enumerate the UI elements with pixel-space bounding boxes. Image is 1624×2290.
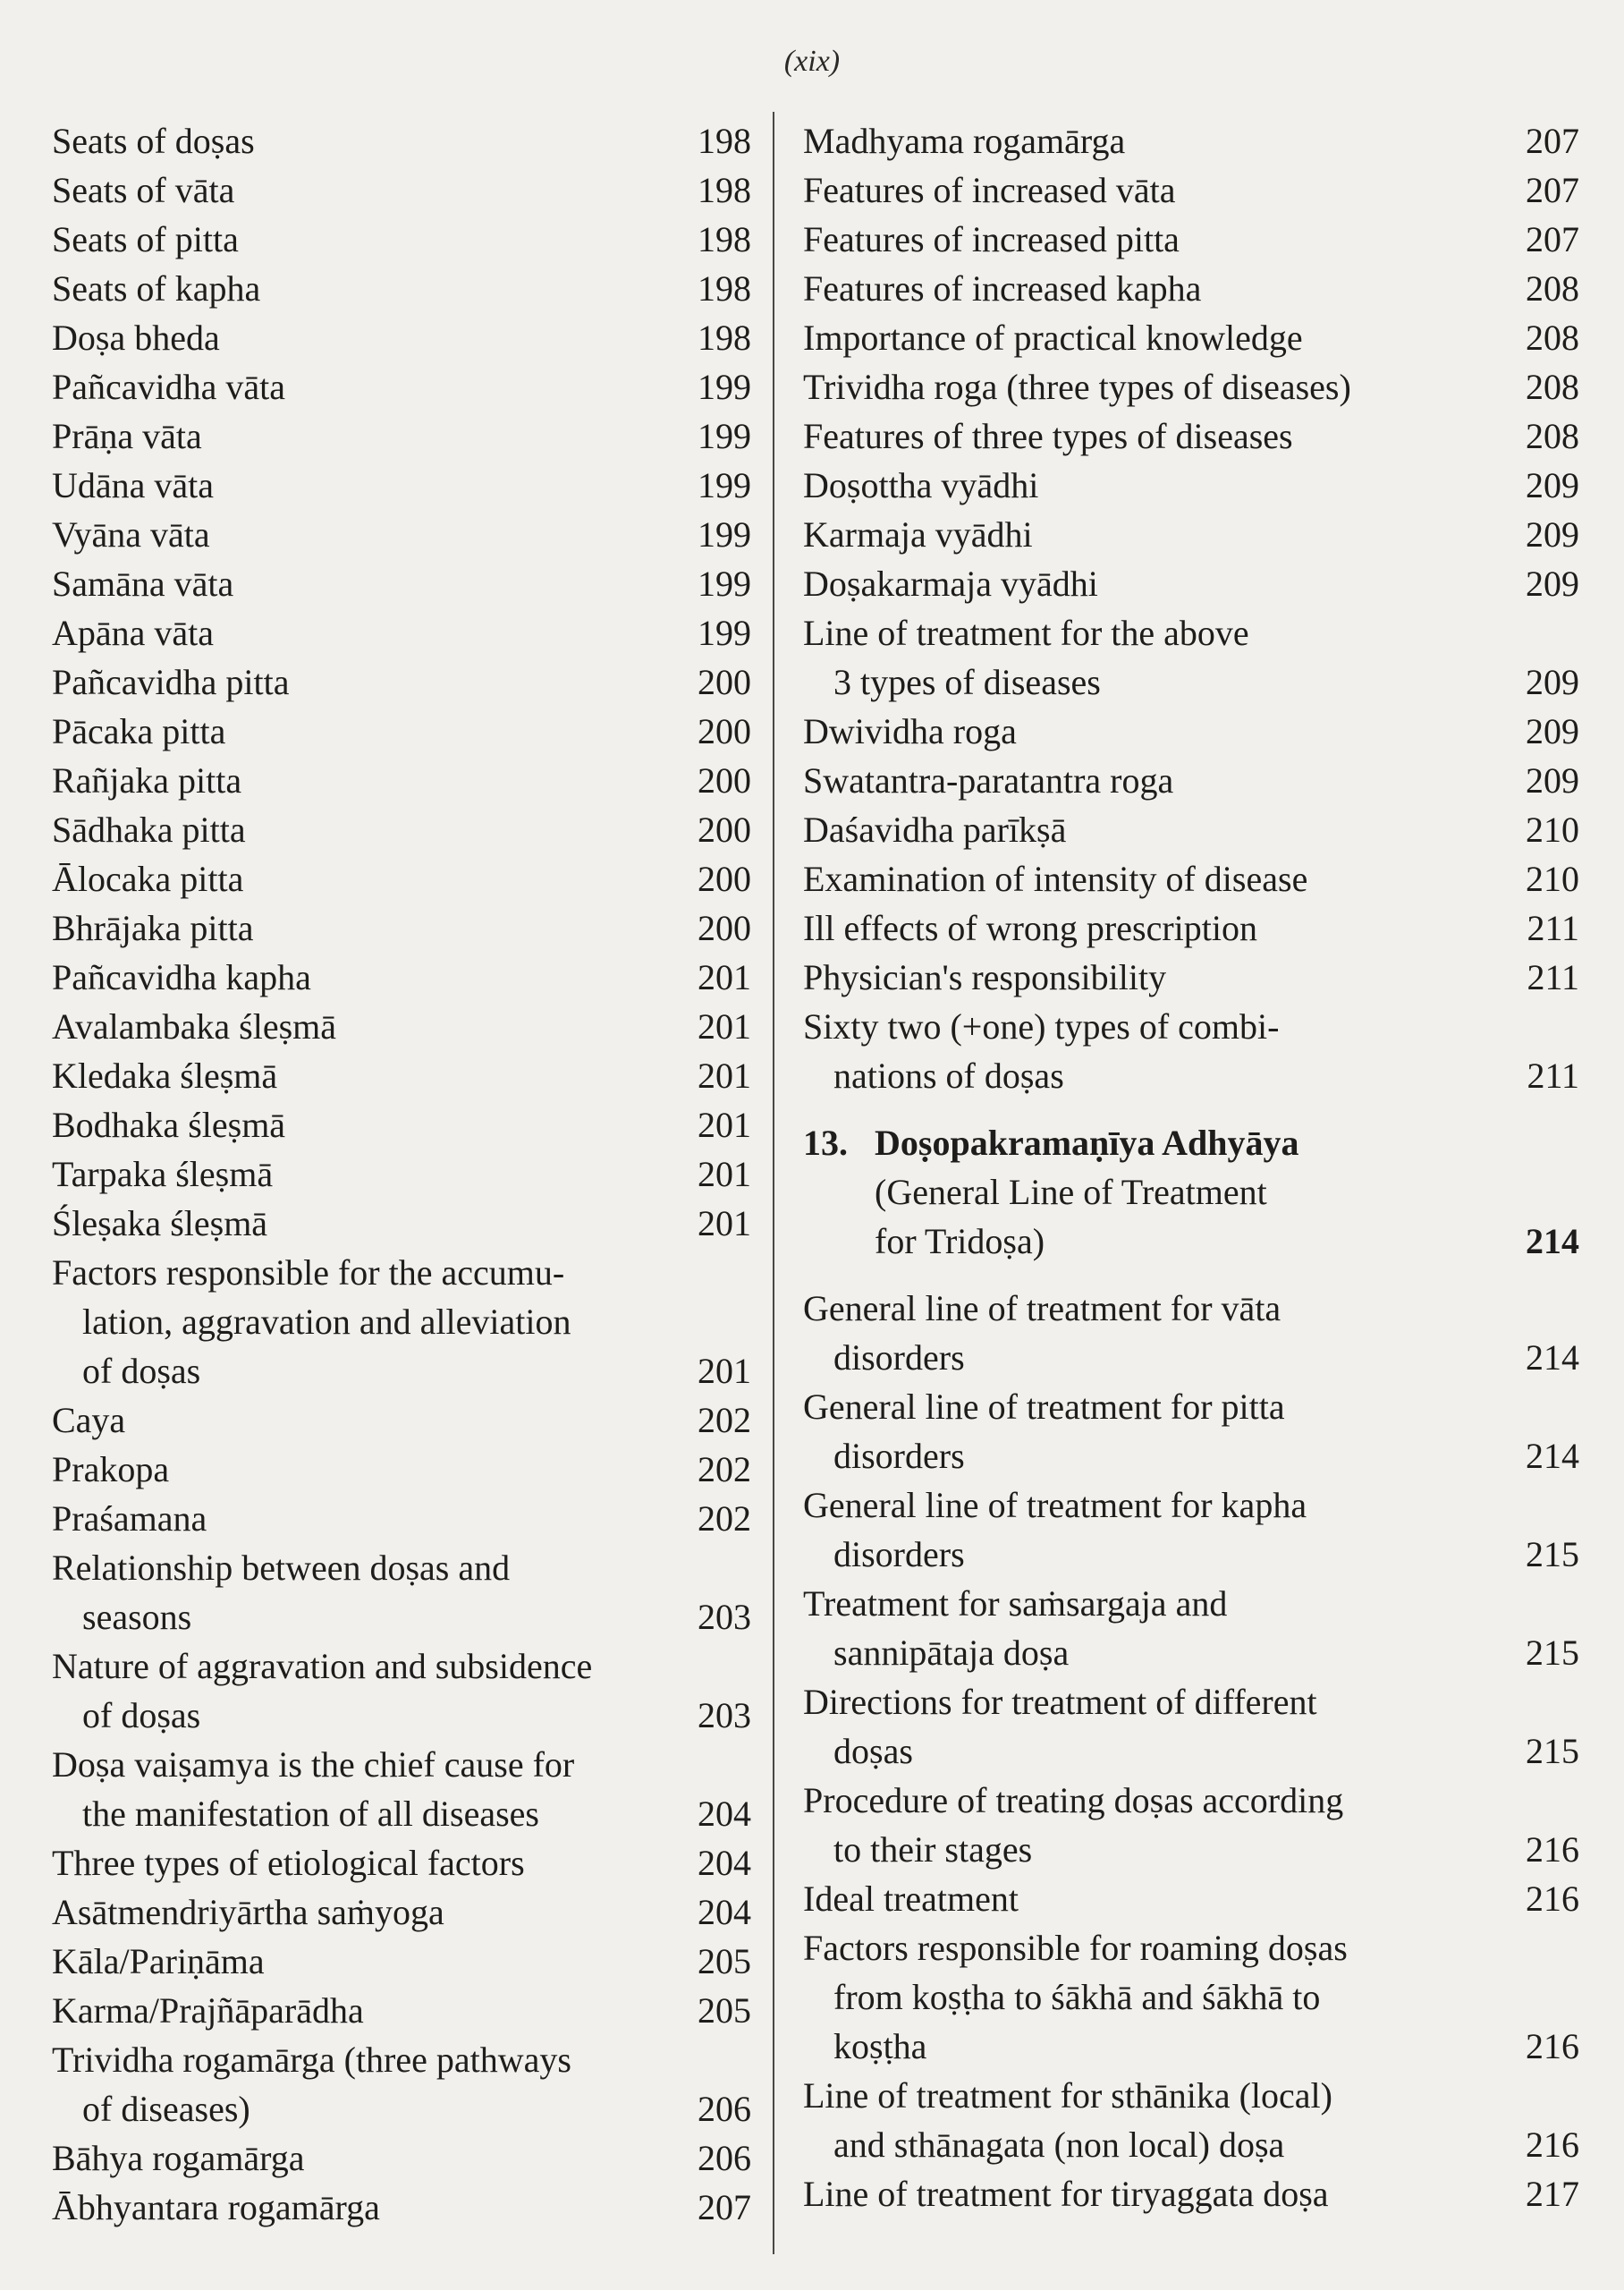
toc-entry-title <box>803 756 1499 805</box>
toc-entry-line: Ill effects of wrong prescription <box>803 908 1257 948</box>
toc-entry <box>803 903 1579 953</box>
toc-entry <box>52 1445 751 1494</box>
toc-entry-title <box>52 756 671 805</box>
toc-entry-line: Nature of aggravation and subsidence <box>52 1646 593 1686</box>
toc-entry-title <box>52 805 671 854</box>
toc-entry-line: Tarpaka śleṣmā <box>52 1154 274 1194</box>
toc-entry-page: 216 <box>1526 2026 1579 2066</box>
toc-entry <box>52 1494 751 1543</box>
toc-entry-line: Line of treatment for sthānika (local) <box>803 2075 1332 2116</box>
toc-entry <box>803 707 1579 756</box>
toc-entry <box>52 1887 751 1937</box>
toc-entry-line: Daśavidha parīkṣā <box>803 810 1067 850</box>
toc-entry-line: Madhyama rogamārga <box>803 121 1126 161</box>
toc-entry-line: Praśamana <box>52 1498 207 1539</box>
toc-entry-page: 207 <box>1526 170 1579 210</box>
chapter-page: 214 <box>1526 1221 1579 1261</box>
toc-entry-title <box>803 1480 1499 1579</box>
toc-entry-title <box>803 313 1499 362</box>
toc-entry-title <box>52 215 671 264</box>
toc-entry-page: 205 <box>698 1990 751 2031</box>
toc-entry-title <box>52 313 671 362</box>
toc-entry <box>803 264 1579 313</box>
toc-entry-line: Karmaja vyādhi <box>803 514 1033 555</box>
toc-entry-title <box>803 805 1499 854</box>
toc-entry <box>803 510 1579 559</box>
toc-entry-title <box>52 264 671 313</box>
toc-entry-page: 201 <box>698 957 751 997</box>
toc-entry-title <box>52 165 671 215</box>
toc-entry <box>803 362 1579 411</box>
toc-entry <box>52 165 751 215</box>
toc-entry-title <box>52 510 671 559</box>
toc-entry-title <box>52 411 671 461</box>
page-number: (xix) <box>783 45 841 78</box>
toc-entry-page: 217 <box>1526 2174 1579 2214</box>
toc-entry <box>803 1480 1579 1579</box>
toc-entry <box>803 1677 1579 1776</box>
toc-entry <box>52 805 751 854</box>
toc-entry-line: Line of treatment for tiryaggata doṣa <box>803 2174 1329 2214</box>
toc-entry-line: Doṣakarmaja vyādhi <box>803 564 1098 604</box>
toc-entry <box>52 264 751 313</box>
toc-entry-line: Bodhaka śleṣmā <box>52 1105 286 1145</box>
toc-entry-page: 204 <box>698 1794 751 1834</box>
toc-entry-line: Seats of kapha <box>52 268 261 309</box>
toc-entry-line: General line of treatment for vāta <box>803 1288 1281 1328</box>
toc-entry-continuation: lation, aggravation and alleviation <box>82 1302 571 1342</box>
toc-entry-page: 214 <box>1526 1337 1579 1378</box>
toc-entry-line: Importance of practical knowledge <box>803 318 1303 358</box>
toc-entry-page: 201 <box>698 1105 751 1145</box>
toc-entry-page: 201 <box>698 1006 751 1047</box>
toc-entry <box>52 1395 751 1445</box>
toc-entry-title <box>52 953 671 1002</box>
toc-entry-continuation: doṣas <box>833 1731 913 1771</box>
toc-entry-continuation: seasons <box>82 1597 192 1637</box>
toc-entry-title <box>52 1887 671 1937</box>
toc-entry-page: 198 <box>698 318 751 358</box>
toc-entry-page: 201 <box>698 1154 751 1194</box>
toc-entry <box>52 1248 751 1395</box>
toc-entry-page: 199 <box>698 367 751 407</box>
toc-entry-line: Caya <box>52 1400 126 1440</box>
toc-entry-page: 199 <box>698 613 751 653</box>
toc-entry-page: 206 <box>698 2138 751 2178</box>
toc-entry-page: 204 <box>698 1843 751 1883</box>
toc-entry <box>52 903 751 953</box>
toc-entry <box>803 854 1579 903</box>
toc-entry-page: 214 <box>1526 1436 1579 1476</box>
toc-entry-page: 200 <box>698 662 751 702</box>
toc-entry-title <box>803 903 1499 953</box>
toc-entry-page: 201 <box>698 1056 751 1096</box>
toc-entry-page: 202 <box>698 1498 751 1539</box>
toc-entry-continuation: the manifestation of all diseases <box>82 1794 539 1834</box>
toc-entry-line: Doṣottha vyādhi <box>803 465 1039 505</box>
toc-entry-page: 200 <box>698 711 751 751</box>
toc-entry-continuation: of doṣas <box>82 1695 201 1735</box>
toc-entry-title <box>803 1284 1499 1382</box>
toc-entry-title <box>803 2071 1499 2169</box>
toc-entry-title <box>803 559 1499 608</box>
toc-entry-page: 215 <box>1526 1633 1579 1673</box>
toc-entry-line: Swatantra-paratantra roga <box>803 760 1174 801</box>
toc-entry-line: Ideal treatment <box>803 1879 1019 1919</box>
toc-entry-title <box>52 1051 671 1100</box>
toc-entry-page: 209 <box>1526 564 1579 604</box>
toc-entry-title <box>803 116 1499 165</box>
toc-entry-page: 201 <box>698 1203 751 1243</box>
toc-entry-line: Udāna vāta <box>52 465 215 505</box>
toc-entry-title <box>52 707 671 756</box>
toc-entry <box>803 2169 1579 2218</box>
toc-entry-page: 198 <box>698 268 751 309</box>
toc-entry <box>803 165 1579 215</box>
toc-entry-line: Examination of intensity of disease <box>803 859 1308 899</box>
toc-entry-page: 211 <box>1527 1056 1579 1096</box>
toc-entry <box>803 1002 1579 1100</box>
toc-entry-line: Kāla/Pariṇāma <box>52 1941 265 1981</box>
right-column <box>803 116 1579 2218</box>
toc-entry <box>803 461 1579 510</box>
toc-entry-page: 198 <box>698 121 751 161</box>
toc-entry-line: Dwividha roga <box>803 711 1017 751</box>
toc-entry-page: 209 <box>1526 760 1579 801</box>
toc-entry-continuation: 3 types of diseases <box>833 662 1101 702</box>
toc-entry-page: 206 <box>698 2089 751 2129</box>
toc-entry-title <box>52 657 671 707</box>
toc-entry-line: Factors responsible for roaming doṣas <box>803 1928 1348 1968</box>
toc-entry-page: 200 <box>698 908 751 948</box>
toc-entry-line: Asātmendriyārtha saṁyoga <box>52 1892 444 1932</box>
chapter-heading-body <box>875 1118 1579 1266</box>
chapter-heading <box>803 1118 1579 1266</box>
toc-entry-line: Rañjaka pitta <box>52 760 242 801</box>
toc-entry <box>52 1199 751 1248</box>
toc-entry-title <box>52 2183 671 2232</box>
toc-entry-line: Three types of etiological factors <box>52 1843 525 1883</box>
toc-entry <box>803 1923 1579 2071</box>
toc-entry <box>52 215 751 264</box>
toc-entry-line: Kledaka śleṣmā <box>52 1056 278 1096</box>
toc-entry-page: 209 <box>1526 514 1579 555</box>
toc-entry-page: 204 <box>698 1892 751 1932</box>
toc-entry <box>803 1579 1579 1677</box>
toc-entry-page: 215 <box>1526 1731 1579 1771</box>
toc-entry-page: 200 <box>698 760 751 801</box>
toc-entry-title <box>52 1002 671 1051</box>
toc-entry-line: General line of treatment for pitta <box>803 1387 1285 1427</box>
toc-entry-title <box>803 510 1499 559</box>
toc-entry-title <box>803 362 1499 411</box>
toc-entry <box>52 657 751 707</box>
toc-entry-title <box>803 1002 1499 1100</box>
toc-entry-line: Sādhaka pitta <box>52 810 246 850</box>
toc-entry-title <box>803 461 1499 510</box>
toc-entry-continuation: from koṣṭha to śākhā and śākhā to <box>833 1977 1321 2017</box>
toc-entry-title <box>52 1740 671 1838</box>
toc-entry-page: 208 <box>1526 268 1579 309</box>
toc-entry-line: Physician's responsibility <box>803 957 1167 997</box>
toc-entry-line: Apāna vāta <box>52 613 215 653</box>
toc-entry-title <box>52 362 671 411</box>
toc-entry-title <box>803 411 1499 461</box>
toc-entry-line: Relationship between doṣas and <box>52 1548 511 1588</box>
toc-entry-page: 199 <box>698 465 751 505</box>
toc-entry-page: 211 <box>1527 957 1579 997</box>
toc-entry-line: Factors responsible for the accumu- <box>52 1252 565 1293</box>
chapter-subtitle-line1: (General Line of Treatment <box>875 1172 1267 1212</box>
toc-entry-title <box>803 1677 1499 1776</box>
column-divider <box>773 112 774 2254</box>
toc-entry <box>803 805 1579 854</box>
toc-entry-line: Pañcavidha kapha <box>52 957 311 997</box>
toc-entry-line: Avalambaka śleṣmā <box>52 1006 337 1047</box>
toc-entry-title <box>803 264 1499 313</box>
toc-entry <box>803 1776 1579 1874</box>
toc-entry-line: Prakopa <box>52 1449 170 1489</box>
chapter-number: 13. <box>803 1123 848 1163</box>
toc-entry <box>52 1002 751 1051</box>
toc-entry <box>803 1382 1579 1480</box>
toc-entry-page: 209 <box>1526 711 1579 751</box>
toc-entry-line: Seats of vāta <box>52 170 235 210</box>
toc-entry-page: 202 <box>698 1449 751 1489</box>
left-column <box>52 116 751 2232</box>
toc-entry-title <box>52 2133 671 2183</box>
toc-entry-page: 201 <box>698 1351 751 1391</box>
toc-entry-page: 203 <box>698 1597 751 1637</box>
toc-entry-page: 209 <box>1526 662 1579 702</box>
toc-entry-line: Bāhya rogamārga <box>52 2138 305 2178</box>
toc-entry-continuation: of diseases) <box>82 2089 250 2129</box>
toc-entry-line: Doṣa bheda <box>52 318 220 358</box>
toc-entry-page: 210 <box>1526 810 1579 850</box>
toc-entry-page: 208 <box>1526 367 1579 407</box>
toc-entry <box>52 2183 751 2232</box>
toc-entry-title <box>52 1149 671 1199</box>
toc-entry-title <box>803 165 1499 215</box>
toc-entry-title <box>803 1579 1499 1677</box>
toc-entry-title <box>803 1923 1499 2071</box>
toc-entry-continuation: to their stages <box>833 1829 1033 1870</box>
toc-entry <box>52 411 751 461</box>
toc-entry <box>52 2035 751 2133</box>
toc-entry <box>52 116 751 165</box>
toc-entry-line: Features of increased pitta <box>803 219 1180 259</box>
toc-entry-title <box>803 608 1499 707</box>
toc-entry-page: 200 <box>698 859 751 899</box>
toc-entry <box>803 756 1579 805</box>
toc-entry-page: 215 <box>1526 1534 1579 1574</box>
toc-entry-title <box>803 707 1499 756</box>
toc-entry-page: 210 <box>1526 859 1579 899</box>
toc-entry <box>52 510 751 559</box>
toc-entry <box>52 362 751 411</box>
toc-entry-page: 198 <box>698 219 751 259</box>
toc-entry-line: Features of increased vāta <box>803 170 1176 210</box>
chapter-subtitle-row <box>875 1217 1579 1266</box>
toc-entry <box>52 461 751 510</box>
toc-entry-title <box>803 1382 1499 1480</box>
toc-entry-page: 208 <box>1526 318 1579 358</box>
toc-entry-page: 205 <box>698 1941 751 1981</box>
toc-entry-line: Features of increased kapha <box>803 268 1202 309</box>
toc-entry-line: Ālocaka pitta <box>52 859 244 899</box>
toc-entry-page: 207 <box>698 2187 751 2227</box>
toc-entry-title <box>52 461 671 510</box>
toc-entry <box>803 1284 1579 1382</box>
toc-entry-title <box>52 1986 671 2035</box>
toc-entry-line: Bhrājaka pitta <box>52 908 254 948</box>
toc-entry-line: Treatment for saṁsargaja and <box>803 1583 1228 1624</box>
toc-entry <box>803 313 1579 362</box>
toc-entry-page: 199 <box>698 514 751 555</box>
toc-entry-page: 207 <box>1526 219 1579 259</box>
toc-entry-page: 202 <box>698 1400 751 1440</box>
chapter-subtitle-line2: for Tridoṣa) <box>875 1221 1045 1261</box>
toc-entry-title <box>52 1445 671 1494</box>
toc-entry <box>52 608 751 657</box>
right-entries-bottom <box>803 1284 1579 2218</box>
toc-entry-title <box>52 1100 671 1149</box>
toc-entry-title <box>52 903 671 953</box>
toc-entry <box>803 953 1579 1002</box>
toc-entry-line: Ābhyantara rogamārga <box>52 2187 380 2227</box>
toc-entry <box>52 756 751 805</box>
toc-entry-line: Vyāna vāta <box>52 514 210 555</box>
toc-entry <box>52 1641 751 1740</box>
toc-entry-line: Pācaka pitta <box>52 711 226 751</box>
toc-entry-continuation: disorders <box>833 1534 965 1574</box>
toc-entry-line: Pañcavidha vāta <box>52 367 285 407</box>
toc-entry-page: 216 <box>1526 2125 1579 2165</box>
toc-entry-continuation: koṣṭha <box>833 2026 927 2066</box>
toc-entry <box>52 1838 751 1887</box>
chapter-title: Doṣopakramaṇīya Adhyāya <box>875 1123 1299 1163</box>
toc-entry-title <box>52 608 671 657</box>
toc-entry-page: 209 <box>1526 465 1579 505</box>
toc-entry-continuation: of doṣas <box>82 1351 201 1391</box>
toc-entry-page: 208 <box>1526 416 1579 456</box>
toc-entry-page: 199 <box>698 416 751 456</box>
toc-entry <box>52 1051 751 1100</box>
toc-entry-title <box>52 2035 671 2133</box>
toc-entry-line: Trividha rogamārga (three pathways <box>52 2040 571 2080</box>
toc-entry-continuation: sannipātaja doṣa <box>833 1633 1070 1673</box>
toc-entry <box>52 1937 751 1986</box>
toc-entry-line: Pañcavidha pitta <box>52 662 290 702</box>
toc-entry-title <box>803 215 1499 264</box>
toc-entry-line: Directions for treatment of different <box>803 1682 1317 1722</box>
toc-entry-page: 216 <box>1526 1829 1579 1870</box>
toc-entry-page: 200 <box>698 810 751 850</box>
toc-entry-title <box>52 1543 671 1641</box>
toc-entry-line: Prāṇa vāta <box>52 416 202 456</box>
toc-entry <box>52 559 751 608</box>
right-entries-top <box>803 116 1579 1100</box>
toc-entry-title <box>803 854 1499 903</box>
toc-entry <box>52 707 751 756</box>
toc-entry-title <box>52 1199 671 1248</box>
toc-entry-line: Doṣa vaiṣamya is the chief cause for <box>52 1744 575 1785</box>
toc-entry-title <box>52 1838 671 1887</box>
toc-entry-title <box>52 116 671 165</box>
toc-entry-line: Trividha roga (three types of diseases) <box>803 367 1351 407</box>
toc-entry-page: 203 <box>698 1695 751 1735</box>
toc-entry-title <box>52 1248 671 1395</box>
toc-entry-continuation: disorders <box>833 1436 965 1476</box>
toc-entry-title <box>52 1395 671 1445</box>
toc-entry <box>52 953 751 1002</box>
toc-entry-title <box>803 1874 1499 1923</box>
toc-entry-title <box>52 1937 671 1986</box>
toc-entry-line: Seats of pitta <box>52 219 239 259</box>
toc-entry-page: 216 <box>1526 1879 1579 1919</box>
toc-entry <box>52 313 751 362</box>
toc-entry-line: Seats of doṣas <box>52 121 255 161</box>
toc-entry-line: Śleṣaka śleṣmā <box>52 1203 268 1243</box>
toc-entry <box>52 854 751 903</box>
toc-entry-continuation: nations of doṣas <box>833 1056 1064 1096</box>
toc-entry-line: General line of treatment for kapha <box>803 1485 1307 1525</box>
toc-entry-continuation: and sthānagata (non local) doṣa <box>833 2125 1285 2165</box>
toc-entry-page: 211 <box>1527 908 1579 948</box>
toc-entry-title <box>803 2169 1499 2218</box>
toc-entry <box>52 1543 751 1641</box>
toc-entry <box>52 1740 751 1838</box>
toc-entry-page: 198 <box>698 170 751 210</box>
toc-entry-title <box>52 1641 671 1740</box>
toc-entry-title <box>803 1776 1499 1874</box>
toc-entry-line: Samāna vāta <box>52 564 234 604</box>
toc-entry <box>52 1149 751 1199</box>
toc-entry-page: 207 <box>1526 121 1579 161</box>
toc-entry <box>803 559 1579 608</box>
toc-entry-line: Karma/Prajñāparādha <box>52 1990 364 2031</box>
toc-entry-page: 199 <box>698 564 751 604</box>
toc-entry-title <box>52 559 671 608</box>
toc-entry <box>803 1874 1579 1923</box>
toc-entry-line: Line of treatment for the above <box>803 613 1249 653</box>
toc-entry-title <box>52 1494 671 1543</box>
toc-entry <box>803 2071 1579 2169</box>
toc-entry <box>803 608 1579 707</box>
toc-entry-title <box>52 854 671 903</box>
toc-entry <box>52 1986 751 2035</box>
toc-entry <box>52 1100 751 1149</box>
toc-entry <box>52 2133 751 2183</box>
toc-entry <box>803 215 1579 264</box>
toc-entry-title <box>803 953 1499 1002</box>
toc-entry-continuation: disorders <box>833 1337 965 1378</box>
toc-entry-line: Sixty two (+one) types of combi- <box>803 1006 1280 1047</box>
toc-entry-line: Features of three types of diseases <box>803 416 1293 456</box>
toc-entry-line: Procedure of treating doṣas according <box>803 1780 1344 1820</box>
toc-entry <box>803 411 1579 461</box>
toc-entry <box>803 116 1579 165</box>
